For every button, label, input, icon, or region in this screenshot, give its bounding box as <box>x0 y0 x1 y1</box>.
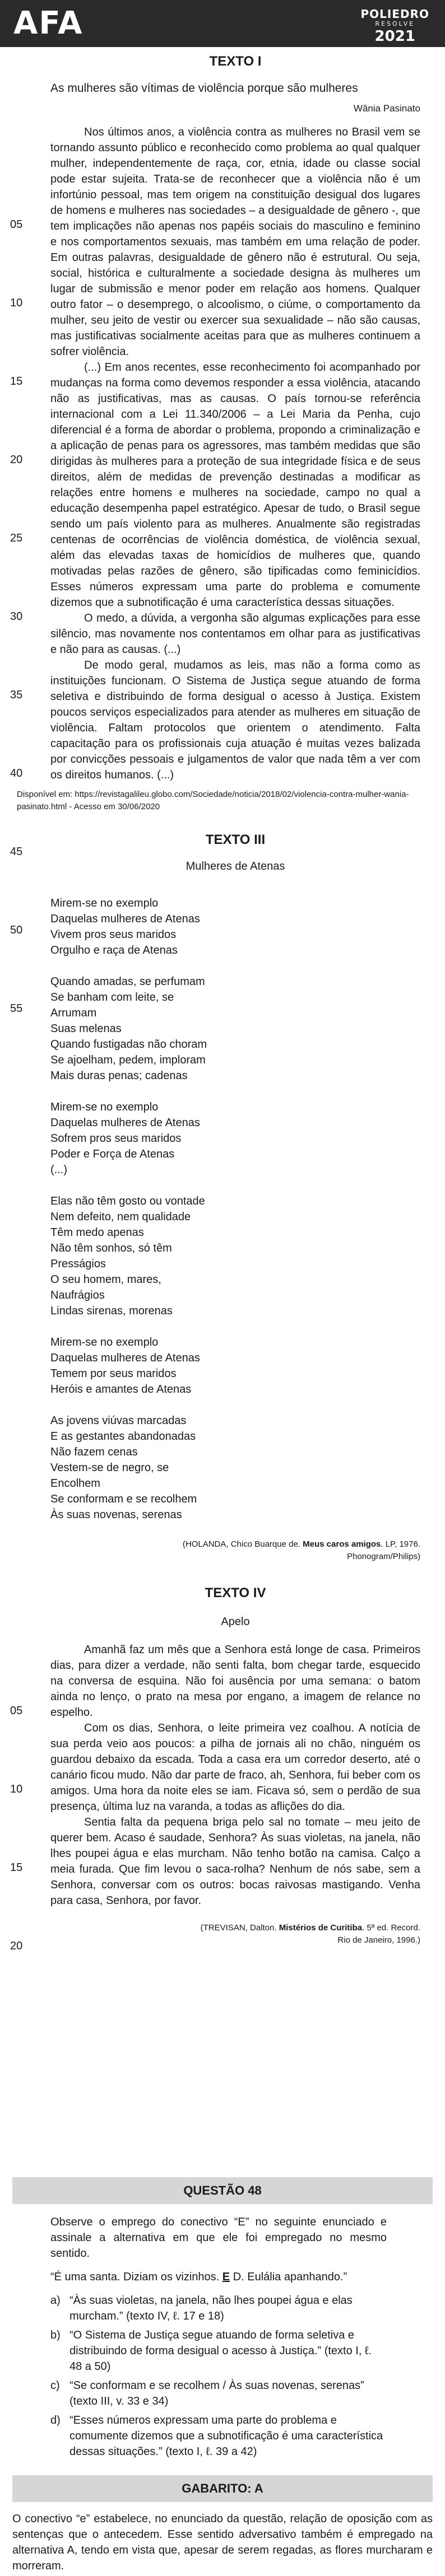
quote-part: “É uma santa. Diziam os vizinhos. <box>50 2271 220 2283</box>
credit-prefix: (TREVISAN, Dalton. <box>200 1923 277 1933</box>
line-number: 10 <box>10 1783 23 1795</box>
line-number: 50 <box>10 924 23 936</box>
answer-header <box>12 2475 433 2502</box>
brand-name: POLIEDRO <box>360 7 429 21</box>
credit-publisher: Rio de Janeiro, 1996.) <box>337 1935 420 1945</box>
paragraph: De modo geral, mudamos as leis, mas não a forma como as instituições funcionam. O Sistema de Justiça segue atuando de forma seletiva e distribuindo de forma desigual o acesso à Justiça. Existem poucos serviços especializados para atender as mulheres em situação de violência. Faltam protocolos que orientem o atendimento. Falta capacitação para os profissionais cuja atuação é muitas vezes balizada por convicções pessoais e julgamentos de valor que nada têm a ver com os direitos humanos. (...) <box>50 659 420 781</box>
texto3-title: TEXTO III <box>205 832 266 847</box>
poem-stanza: Mirem-se no exemplo Daquelas mulheres de Atenas Sofrem pros seus maridos Poder e Força de Atenas (...) <box>50 1101 200 1176</box>
line-number: 45 <box>10 846 23 858</box>
line-number: 15 <box>10 375 23 388</box>
option-letter: c) <box>50 2379 60 2392</box>
option-letter: a) <box>50 2294 61 2307</box>
line-number: 20 <box>10 454 23 466</box>
paragraph: O medo, a dúvida, a vergonha são algumas explicações para esse silêncio, mas novamente nos contentamos em olhar para as justificativas e não para as causas. (...) <box>50 612 420 656</box>
option-c[interactable] <box>50 2378 387 2409</box>
question-title: QUESTÃO 48 <box>183 2183 262 2197</box>
poem-stanza: Mirem-se no exemplo Daquelas mulheres de Atenas Vivem pros seus maridos Orgulho e raça de Atenas <box>50 897 200 956</box>
quote-connective: E <box>222 2271 230 2283</box>
texto4-title: TEXTO IV <box>205 1585 266 1600</box>
credit-prefix: (HOLANDA, Chico Buarque de. <box>182 1539 300 1549</box>
line-number: 05 <box>10 218 23 231</box>
paragraph: Com os dias, Senhora, o leite primeira vez coalhou. A notícia de sua perda veio aos poucos: a pilha de jornais ali no chão, ninguém os guardou debaixo da escada. Toda a casa era um corredor deserto, até o canário ficou mudo. Não dar parte de fraco, ah, Senhora, fui beber com os amigos. Uma hora da noite eles se iam. Ficava só, sem o perdão de sua presença, última luz na varanda, a todas as aflições do dia. <box>50 1722 420 1813</box>
texto1-paragraphs <box>50 124 420 783</box>
line-number: 20 <box>10 1940 23 1952</box>
credit-suffix: . LP, 1976. <box>381 1539 420 1549</box>
poem-title: Mulheres de Atenas <box>186 860 285 872</box>
paragraph: Nos últimos anos, a violência contra as mulheres no Brasil vem se tornando assunto público e reconhecido como problema ao qual qualquer mulher, independentemente de raça, cor, etnia, idade ou classe social pode estar sujeita. Trata-se de reconhecer que a violência não é um infortúnio pessoal, mas tem origem na constituição desigual dos lugares de homens e mulheres nas sociedades – a desigualdade de gênero -, que tem implicações não apenas nos papéis sociais do masculino e feminino e nos comportamentos sexuais, mas também em uma relação de poder. Em outras palavras, desigualdade de gênero não é estrutural. Ou seja, social, histórica e culturalmente a sociedade designa às mulheres um lugar de submissão e menor poder em relação aos homens. Qualquer outro fator – o desemprego, o alcoolismo, o ciúme, o comportamento da mulher, seu jeito de vestir ou exercer sua sexualidade – não são causas, mas justificativas socialmente aceitas para que as mulheres continuem a sofrer violência. <box>50 126 420 358</box>
line-number: 40 <box>10 767 23 780</box>
header-bar <box>0 0 445 47</box>
answer-explanation: O conectivo “e” estabelece, no enunciado da questão, relação de oposição com as sentenças que o antecedem. Esse sentido adversativo também é empregado na alternativa A, tendo em vista que, apesar de serem regadas, as flores murcharam e morreram. <box>12 2513 433 2572</box>
option-letter: d) <box>50 2414 61 2426</box>
option-text: “Esses números expressam uma parte do problema e comumente dizemos que a subnotificação é uma característica dessas situações.” (texto I, ℓ. 39 a 42) <box>69 2414 383 2458</box>
option-letter: b) <box>50 2329 61 2341</box>
paragraph: Amanhã faz um mês que a Senhora está longe de casa. Primeiros dias, para dizer a verdade, não senti falta, bom chegar tarde, esquecido na conversa de esquina. Não foi ausência por uma semana: o batom ainda no lenço, o prato na mesa por engano, a imagem de relance no espelho. <box>50 1644 420 1719</box>
poem-stanza: As jovens viúvas marcadas E as gestantes abandonadas Não fazem cenas Vestem-se de negro, se Encolhem Se conformam e se recolhem Às suas novenas, serenas <box>50 1415 197 1521</box>
poliedro-brand <box>360 8 429 45</box>
poem-stanza: Mirem-se no exemplo Daquelas mulheres de Atenas Temem por seus maridos Heróis e amantes de Atenas <box>50 1336 200 1396</box>
brand-tagline: RESOLVE <box>375 20 415 27</box>
option-text: “Se conformam e se recolhem / Às suas novenas, serenas” (texto III, v. 33 e 34) <box>69 2379 364 2407</box>
question-statement: Observe o emprego do conectivo “E” no seguinte enunciado e assinale a alternativa em que ele foi empregado no mesmo sentido. <box>50 2216 387 2260</box>
line-number: 25 <box>10 532 23 544</box>
line-number: 05 <box>10 1705 23 1717</box>
texto4-subtitle: Apelo <box>221 1616 250 1628</box>
credit-publisher: Phonogram/Philips) <box>347 1552 420 1561</box>
paragraph: (...) Em anos recentes, esse reconhecimento foi acompanhado por mudanças na forma como devemos responder a essa violência, atacando não as justificativas, mas as causas. O país tornou-se referência internacional com a Lei 11.340/2006 – a Lei Maria da Penha, cujo diferencial é a forma de abordar o problema, propondo a criminalização e a aplicação de penas para os agressores, mas também medidas que são dirigidas às mulheres para a proteção de sua integridade física e de seus direitos, além de medidas de prevenção destinadas a modificar as relações entre homens e mulheres na sociedade, campo no qual a educação desempenha papel estratégico. Apesar de tudo, o Brasil segue sendo um país violento para as mulheres. Anualmente são registradas centenas de ocorrências de violência doméstica, de violência sexual, além das elevadas taxas de homicídios de mulheres que, quando motivadas pelas razões de gênero, são tipificadas como feminicídios. Esses números expressam uma parte do problema e comumente dizemos que a subnotificação é uma característica dessas situações. <box>50 361 420 609</box>
line-number: 55 <box>10 1002 23 1015</box>
texto3-credit <box>50 1538 420 1563</box>
texto4-credit <box>50 1922 420 1947</box>
texto1-title: TEXTO I <box>209 54 262 69</box>
texto1-subtitle: As mulheres são vítimas de violência porque são mulheres <box>50 82 358 95</box>
line-number: 10 <box>10 297 23 309</box>
question-body <box>50 2214 387 2463</box>
texto4-paragraphs <box>50 1642 420 1908</box>
credit-work: Meus caros amigos <box>303 1539 381 1549</box>
quote-part: D. Eulália apanhando.” <box>233 2271 347 2283</box>
option-b[interactable] <box>50 2327 387 2374</box>
texto1-source: Disponível em: https://revistagalileu.globo.com/Sociedade/noticia/2018/02/violencia-contra-mulher-wania-pasinato.html - Acesso em 30/06/2020 <box>17 790 409 811</box>
paragraph: Sentia falta da pequena briga pelo sal no tomate – meu jeito de querer bem. Acaso é saudade, Senhora? Às suas violetas, na janela, não lhes poupei água e elas murcham. Não tenho botão na camisa. Calço a meia furada. Que fim levou o saca-rolha? Nenhum de nós sabe, sem a Senhora, conversar com os outros: bocas raivosas mastigando. Venha para casa, Senhora, por favor. <box>50 1816 420 1907</box>
answer-title: GABARITO: A <box>182 2481 263 2495</box>
credit-work: Mistérios de Curitiba <box>279 1923 363 1933</box>
question-header <box>12 2177 433 2204</box>
line-number: 30 <box>10 610 23 623</box>
credit-suffix: . 5ª ed. Record. <box>362 1923 420 1933</box>
afa-logo: AFA <box>13 5 84 41</box>
option-a[interactable] <box>50 2293 387 2324</box>
line-number: 35 <box>10 689 23 701</box>
option-d[interactable] <box>50 2412 387 2460</box>
texto1-author: Wânia Pasinato <box>353 103 420 114</box>
option-text: “O Sistema de Justiça segue atuando de forma seletiva e distribuindo de forma desigual o acesso à Justiça.” (texto I, ℓ. 48 a 50) <box>69 2329 372 2373</box>
poem-stanza: Quando amadas, se perfumam Se banham com leite, se Arrumam Suas melenas Quando fustigadas não choram Se ajoelham, pedem, imploram Mais duras penas; cadenas <box>50 976 207 1082</box>
line-number: 15 <box>10 1861 23 1874</box>
main-content <box>10 54 420 1969</box>
poem-stanza: Elas não têm gosto ou vontade Nem defeito, nem qualidade Têm medo apenas Não têm sonhos, só têm Presságios O seu homem, mares, Naufrágios Lindas sirenas, morenas <box>50 1195 205 1317</box>
option-text: “Às suas violetas, na janela, não lhes poupei água e elas murcham.” (texto IV, ℓ. 17 e 18) <box>69 2294 353 2322</box>
question-quote <box>50 2269 387 2285</box>
exam-year: 2021 <box>374 28 415 45</box>
